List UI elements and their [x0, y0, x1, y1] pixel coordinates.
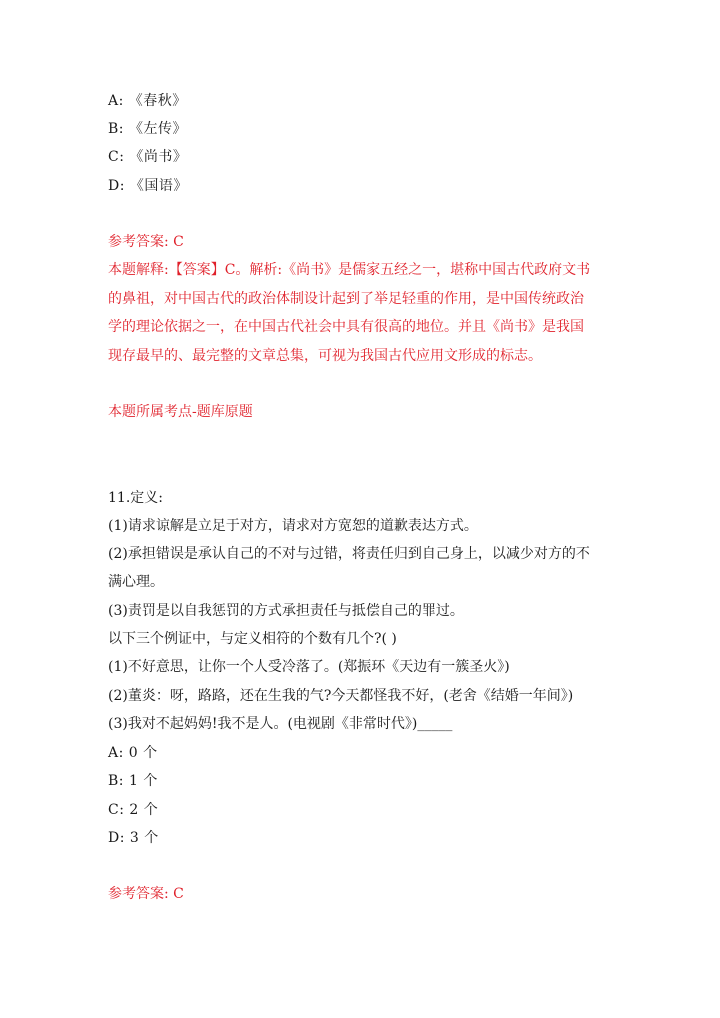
q11-definition-2-cont: 满心理。	[108, 574, 164, 590]
q11-answer: 参考答案: C	[108, 886, 184, 902]
q11-option-b: B: 1 个	[108, 773, 158, 789]
q10-explanation-line-4: 现存最早的、最完整的文章总集，可视为我国古代应用文形成的标志。	[108, 348, 542, 364]
q11-definition-2: (2)承担错误是承认自己的不对与过错，将责任归到自己身上，以减少对方的不	[108, 546, 590, 562]
q11-question: 以下三个例证中，与定义相符的个数有几个?( )	[108, 631, 397, 647]
q10-option-c: C: 《尚书》	[108, 149, 188, 165]
q10-option-b: B: 《左传》	[108, 121, 187, 137]
q10-explanation-line-3: 学的理论依据之一，在中国古代社会中具有很高的地位。并且《尚书》是我国	[108, 319, 584, 335]
q11-example-3: (3)我对不起妈妈!我不是人。(电视剧《非常时代》)_____	[108, 716, 453, 732]
q10-answer: 参考答案: C	[108, 234, 184, 250]
q11-option-a: A: 0 个	[108, 745, 158, 761]
q10-explanation-line-2: 的鼻祖，对中国古代的政治体制设计起到了举足轻重的作用，是中国传统政治	[108, 291, 584, 307]
q11-definition-1: (1)请求谅解是立足于对方，请求对方宽恕的道歉表达方式。	[108, 518, 478, 534]
q10-explanation-line-1: 本题解释:【答案】C。解析:《尚书》是儒家五经之一，堪称中国古代政府文书	[108, 262, 591, 278]
q10-option-d: D: 《国语》	[108, 178, 188, 194]
q10-source-tag: 本题所属考点-题库原题	[108, 404, 253, 420]
q11-option-c: C: 2 个	[108, 802, 159, 818]
q11-title: 11.定义:	[108, 490, 163, 506]
q11-example-1: (1)不好意思，让你一个人受冷落了。(郑振环《天边有一簇圣火》)	[108, 659, 510, 675]
q11-option-d: D: 3 个	[108, 830, 159, 846]
q11-example-2: (2)董炎：呀，路路，还在生我的气?今天都怪我不好，(老舍《结婚一年间》)	[108, 688, 574, 704]
q10-option-a: A: 《春秋》	[108, 93, 187, 109]
q11-definition-3: (3)责罚是以自我惩罚的方式承担责任与抵偿自己的罪过。	[108, 603, 464, 619]
